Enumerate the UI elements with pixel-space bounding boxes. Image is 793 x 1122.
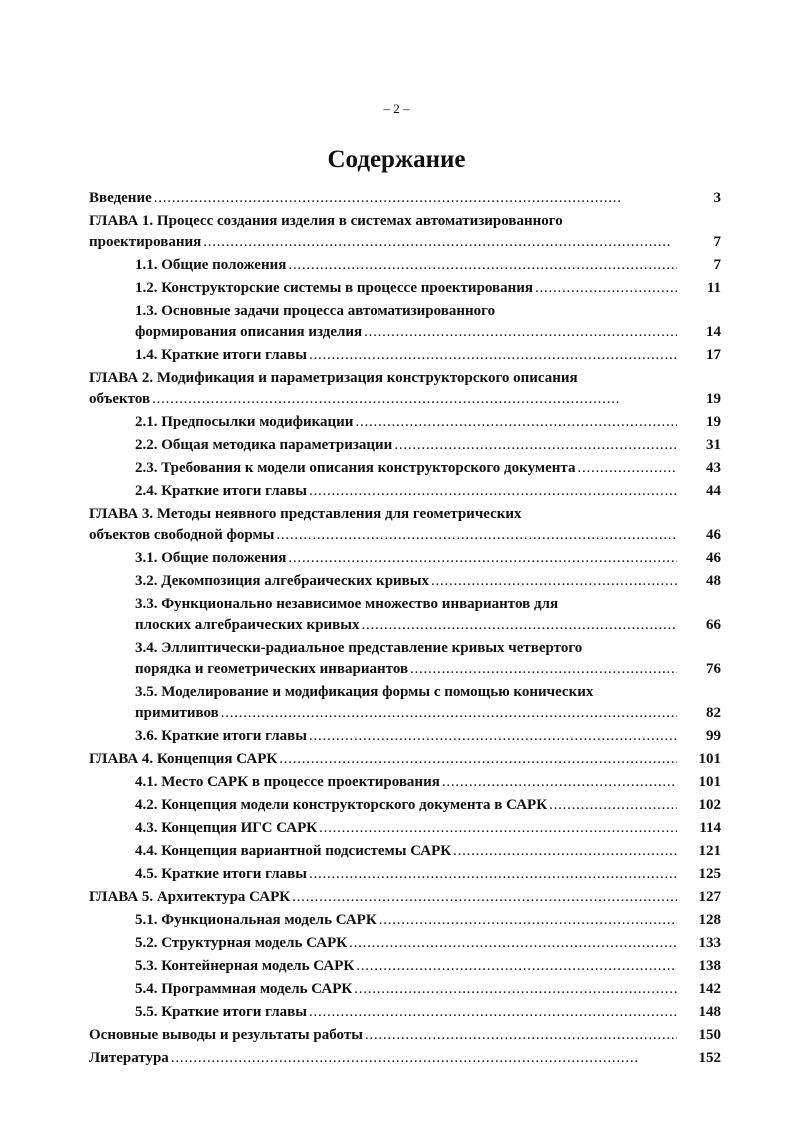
toc-entry[interactable] <box>135 795 721 816</box>
toc-entry-title-line: 5.5. Краткие итоги главы <box>135 1004 307 1020</box>
toc-entry-page-number: 31 <box>706 437 721 453</box>
toc-entry[interactable] <box>135 571 721 592</box>
toc-entry[interactable] <box>135 594 721 636</box>
toc-entry-title-line: 3.1. Общие положения <box>135 550 287 566</box>
toc-entry-page-number: 66 <box>706 617 721 633</box>
toc-entry-title-line: объектов <box>89 391 151 407</box>
toc-entry[interactable] <box>135 638 721 680</box>
toc-entry-title-line: 4.5. Краткие итоги главы <box>135 866 307 882</box>
toc-entry-title-line: 4.3. Концепция ИГС САРК <box>135 820 318 836</box>
toc-entry[interactable] <box>135 255 721 276</box>
toc-entry[interactable] <box>135 772 721 793</box>
toc-entry-page-number: 17 <box>706 347 721 363</box>
toc-entry[interactable] <box>89 504 721 546</box>
toc-entry-title-line: ГЛАВА 4. Концепция САРК <box>89 751 278 767</box>
toc-entry-title-line: 3.6. Краткие итоги главы <box>135 728 307 744</box>
toc-entry-title-line: примитивов <box>135 705 219 721</box>
toc-entry-title-line: 5.1. Функциональная модель САРК <box>135 912 377 928</box>
toc-entry-title-line: проектирования <box>89 234 202 250</box>
dot-leader <box>549 795 677 816</box>
toc-entry-page-number: 11 <box>706 280 721 296</box>
toc-entry[interactable] <box>135 412 721 433</box>
dot-leader <box>410 659 677 680</box>
toc-entry-page-number: 102 <box>698 797 721 813</box>
dot-leader <box>309 1002 677 1023</box>
toc-entry[interactable] <box>135 933 721 954</box>
toc-entry[interactable] <box>135 278 721 299</box>
toc-entry-title-line: плоских алгебраических кривых <box>135 617 360 633</box>
dot-leader <box>309 481 677 502</box>
toc-entry[interactable] <box>135 956 721 977</box>
table-of-contents <box>89 188 721 1069</box>
dot-leader <box>152 389 677 410</box>
dot-leader <box>171 1048 677 1069</box>
toc-entry-title-line: 2.3. Требования к модели описания конструкторского документа <box>135 460 576 476</box>
dot-leader <box>349 933 677 954</box>
toc-entry-title-line: 5.3. Контейнерная модель САРК <box>135 958 355 974</box>
toc-entry[interactable] <box>135 841 721 862</box>
toc-entry-title-line: 1.3. Основные задачи процесса автоматизированного <box>135 303 496 319</box>
dot-leader <box>577 458 677 479</box>
toc-entry-page-number: 46 <box>706 550 721 566</box>
toc-entry-title-line: ГЛАВА 5. Архитектура САРК <box>89 889 291 905</box>
toc-entry[interactable] <box>135 726 721 747</box>
dot-leader <box>309 864 677 885</box>
dot-leader <box>288 255 677 276</box>
toc-entry-title-line: 2.4. Краткие итоги главы <box>135 483 307 499</box>
toc-entry-title-line: 3.3. Функционально независимое множество инвариантов для <box>135 596 559 612</box>
toc-entry[interactable] <box>135 818 721 839</box>
toc-entry-title-line: 5.2. Структурная модель САРК <box>135 935 348 951</box>
dot-leader <box>356 956 677 977</box>
toc-entry[interactable] <box>89 1048 721 1069</box>
toc-entry[interactable] <box>135 345 721 366</box>
toc-entry-title-line: 2.2. Общая методика параметризации <box>135 437 393 453</box>
toc-entry-page-number: 14 <box>706 324 721 340</box>
toc-entry[interactable] <box>135 910 721 931</box>
dot-leader <box>535 278 677 299</box>
toc-entry-page-number: 76 <box>706 661 721 677</box>
toc-entry-page-number: 19 <box>706 391 721 407</box>
toc-entry-page-number: 101 <box>698 774 721 790</box>
dot-leader <box>431 571 677 592</box>
toc-entry-title-line: 4.4. Концепция вариантной подсистемы САРК <box>135 843 452 859</box>
toc-entry-title-line: 1.1. Общие положения <box>135 257 287 273</box>
dot-leader <box>292 887 677 908</box>
toc-entry-title-line: объектов свободной формы <box>89 527 275 543</box>
toc-entry-page-number: 142 <box>698 981 721 997</box>
toc-entry[interactable] <box>89 211 721 253</box>
toc-entry-page-number: 127 <box>698 889 721 905</box>
toc-entry[interactable] <box>135 979 721 1000</box>
toc-entry-title-line: 3.4. Эллиптически-радиальное представление кривых четвертого <box>135 640 583 656</box>
dot-leader <box>309 726 677 747</box>
toc-entry-page-number: 125 <box>698 866 721 882</box>
toc-entry-page-number: 101 <box>698 751 721 767</box>
toc-entry-title-line: порядка и геометрических инвариантов <box>135 661 409 677</box>
dot-leader <box>354 979 677 1000</box>
toc-entry-page-number: 44 <box>706 483 721 499</box>
dot-leader <box>442 772 677 793</box>
toc-entry-title-line: ГЛАВА 1. Процесс создания изделия в системах автоматизированного <box>89 213 563 229</box>
dot-leader <box>453 841 677 862</box>
toc-entry-title-line: ГЛАВА 3. Методы неявного представления для геометрических <box>89 506 522 522</box>
dot-leader <box>309 345 677 366</box>
dot-leader <box>288 548 677 569</box>
page-title: Содержание <box>327 146 466 173</box>
toc-entry-title-line: Основные выводы и результаты работы <box>89 1027 363 1043</box>
toc-entry-page-number: 48 <box>706 573 721 589</box>
toc-entry[interactable] <box>89 887 721 908</box>
toc-entry-page-number: 43 <box>706 460 721 476</box>
page-number: – 2 – <box>383 101 410 116</box>
toc-entry[interactable] <box>135 682 721 724</box>
toc-entry-page-number: 99 <box>706 728 721 744</box>
dot-leader <box>394 435 677 456</box>
dot-leader <box>279 749 677 770</box>
dot-leader <box>154 188 677 209</box>
toc-entry-title-line: 3.5. Моделирование и модификация формы с помощью конических <box>135 684 594 700</box>
toc-entry-page-number: 46 <box>706 527 721 543</box>
toc-entry-page-number: 152 <box>698 1050 721 1066</box>
toc-entry[interactable] <box>135 481 721 502</box>
toc-entry-page-number: 7 <box>713 234 721 250</box>
toc-entry-title-line: 4.1. Место САРК в процессе проектирования <box>135 774 440 790</box>
dot-leader <box>362 615 678 636</box>
toc-entry-page-number: 138 <box>698 958 721 974</box>
toc-entry-page-number: 7 <box>713 257 721 273</box>
toc-entry[interactable] <box>89 1025 721 1046</box>
toc-entry-page-number: 82 <box>706 705 721 721</box>
dot-leader <box>379 910 677 931</box>
toc-entry-title-line: Литература <box>89 1050 169 1066</box>
toc-entry[interactable] <box>89 188 721 209</box>
dot-leader <box>355 412 677 433</box>
dot-leader <box>319 818 677 839</box>
toc-entry[interactable] <box>89 749 721 770</box>
toc-entry-title-line: 3.2. Декомпозиция алгебраических кривых <box>135 573 429 589</box>
toc-entry-title-line: 2.1. Предпосылки модификации <box>135 414 354 430</box>
toc-entry[interactable] <box>135 548 721 569</box>
toc-entry[interactable] <box>135 458 721 479</box>
toc-entry-title-line: 1.4. Краткие итоги главы <box>135 347 307 363</box>
toc-entry[interactable] <box>135 435 721 456</box>
dot-leader <box>203 232 677 253</box>
toc-entry-page-number: 150 <box>698 1027 721 1043</box>
dot-leader <box>221 703 677 724</box>
toc-entry[interactable] <box>135 864 721 885</box>
toc-entry-page-number: 3 <box>713 190 721 206</box>
toc-entry-page-number: 133 <box>698 935 721 951</box>
toc-entry-title-line: 4.2. Концепция модели конструкторского документа в САРК <box>135 797 548 813</box>
toc-entry-page-number: 114 <box>699 820 721 836</box>
toc-entry-title-line: Введение <box>89 190 152 206</box>
toc-entry-page-number: 148 <box>698 1004 721 1020</box>
toc-entry-title-line: ГЛАВА 2. Модификация и параметризация конструкторского описания <box>89 370 578 386</box>
toc-entry[interactable] <box>89 368 721 410</box>
dot-leader <box>365 1025 677 1046</box>
toc-entry-page-number: 19 <box>706 414 721 430</box>
toc-entry-page-number: 121 <box>698 843 721 859</box>
toc-entry-page-number: 128 <box>698 912 721 928</box>
dot-leader <box>364 322 677 343</box>
toc-entry-title-line: 1.2. Конструкторские системы в процессе проектирования <box>135 280 534 296</box>
toc-entry-title-line: формирования описания изделия <box>135 324 363 340</box>
dot-leader <box>276 525 677 546</box>
toc-entry[interactable] <box>135 301 721 343</box>
toc-entry-title-line: 5.4. Программная модель САРК <box>135 981 353 997</box>
toc-entry[interactable] <box>135 1002 721 1023</box>
